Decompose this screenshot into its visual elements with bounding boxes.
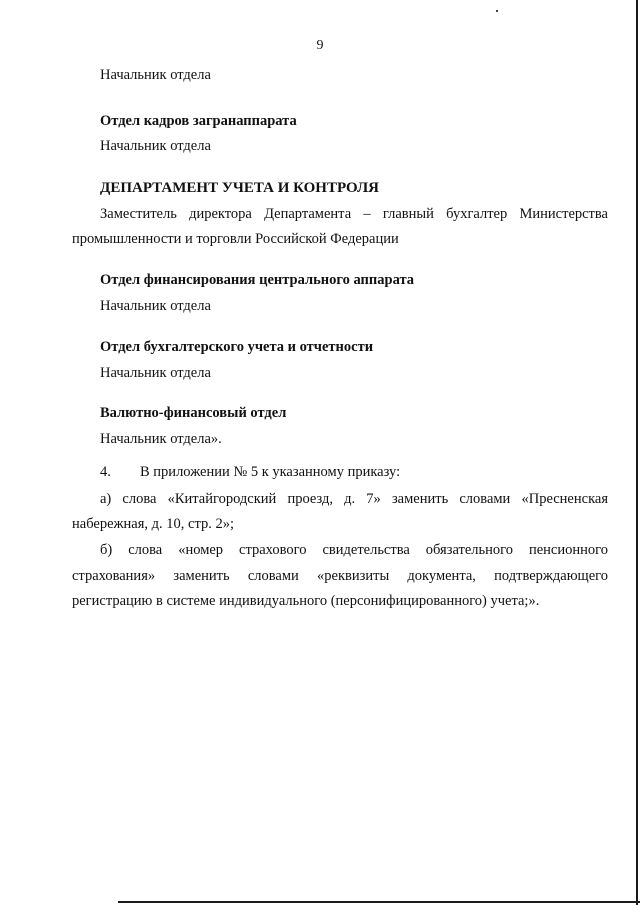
- paragraph-line: промышленности и торговли Российской Федерации: [72, 231, 399, 247]
- paragraph-text: а) слова «Китайгородский проезд, д. 7» заменить словами «Пресненская: [100, 491, 608, 507]
- section-heading: Отдел кадров загранаппарата: [100, 113, 297, 129]
- scan-edge-right: [636, 0, 638, 905]
- paragraph-text: б) слова «номер страхового свидетельства обязательного пенсионного: [100, 542, 608, 558]
- justified-line: [100, 205, 608, 223]
- paragraph-text: страхования» заменить словами «реквизиты документа, подтверждающего: [72, 568, 608, 584]
- scan-edge-bottom: [118, 901, 640, 903]
- position-line: Начальник отдела: [100, 365, 211, 381]
- paragraph-line: [100, 541, 608, 559]
- section-heading: Отдел бухгалтерского учета и отчетности: [100, 339, 374, 355]
- position-line: Начальник отдела: [100, 298, 211, 314]
- paragraph-text: Заместитель директора Департамента – главный бухгалтер Министерства: [100, 206, 608, 222]
- scan-speck: [496, 10, 498, 12]
- paragraph-line: регистрацию в системе индивидуального (персонифицированного) учета;».: [72, 593, 540, 609]
- paragraph-line: [72, 567, 608, 585]
- item-number: 4.: [100, 464, 111, 480]
- section-heading: Валютно-финансовый отдел: [100, 405, 287, 421]
- paragraph-line: [100, 205, 608, 223]
- department-heading: ДЕПАРТАМЕНТ УЧЕТА И КОНТРОЛЯ: [100, 180, 379, 196]
- position-line: Начальник отдела: [100, 67, 211, 83]
- paragraph-line: [100, 490, 608, 508]
- position-line: Начальник отдела».: [100, 431, 222, 447]
- page-number: 9: [316, 38, 324, 53]
- section-heading: Отдел финансирования центрального аппарата: [100, 272, 414, 288]
- position-line: Начальник отдела: [100, 138, 211, 154]
- paragraph-line: набережная, д. 10, стр. 2»;: [72, 516, 234, 532]
- item-text: В приложении № 5 к указанному приказу:: [140, 464, 401, 480]
